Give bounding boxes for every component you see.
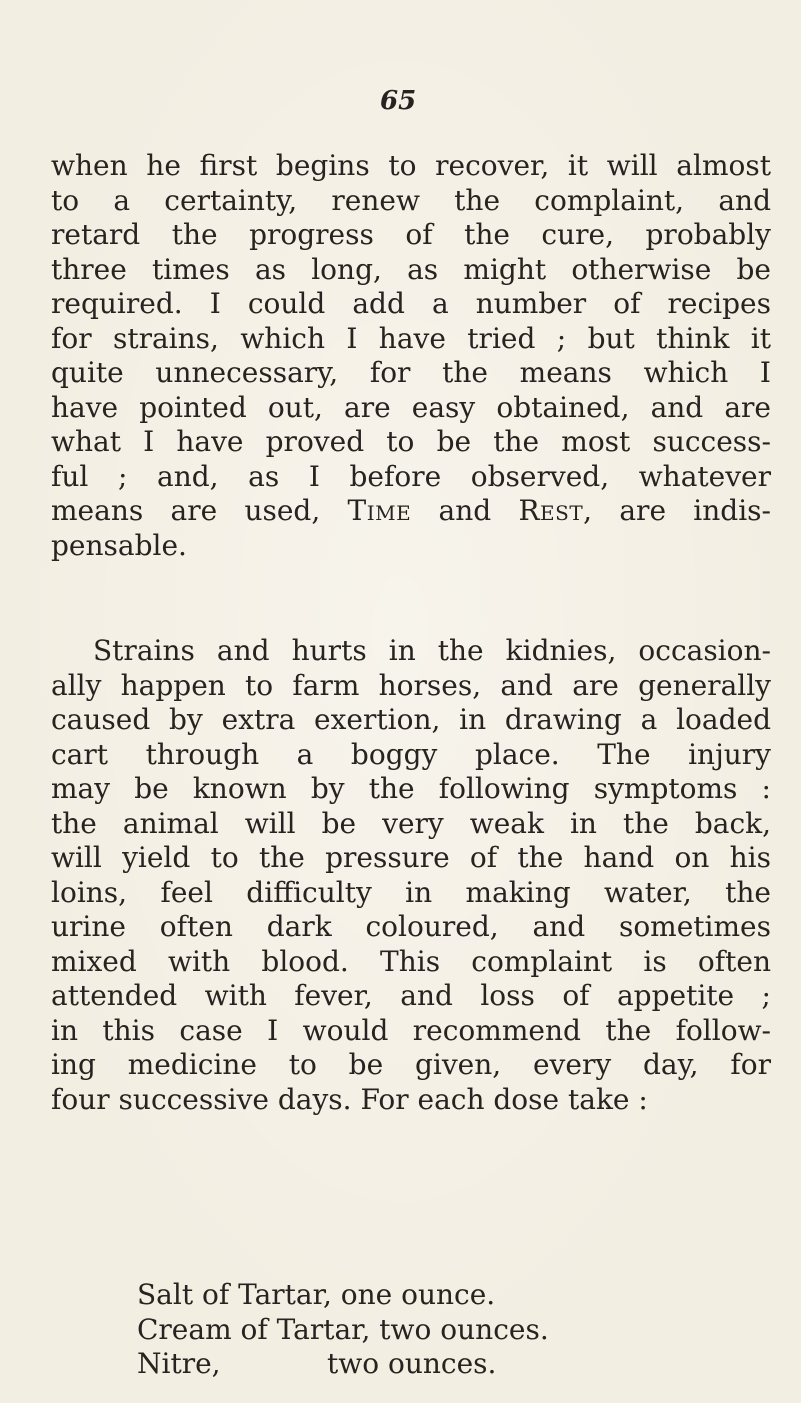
text-line: retard the progress of the cure, probably [51, 218, 771, 251]
text-line: have pointed out, are easy obtained, and are [51, 390, 771, 424]
text-line: attended with fever, and loss of appetite ; [51, 979, 771, 1012]
line-suffix: , are indis- [583, 494, 771, 527]
text-line: mixed with blood. This complaint is often [51, 944, 771, 978]
text-line: caused by extra exertion, in drawing a loaded [51, 703, 771, 736]
text-line-time-rest [51, 494, 771, 529]
text-line: pensable. [51, 528, 187, 562]
text-line: three times as long, as might otherwise be [51, 252, 771, 286]
line-and: and [411, 494, 519, 527]
rest-word: Rest [518, 494, 584, 527]
text-line: ful ; and, as I before observed, whatever [51, 459, 771, 493]
ingredient-name: Nitre, [137, 1347, 221, 1380]
ingredient-amount: two ounces. [327, 1347, 497, 1380]
text-line: when he first begins to recover, it will almost [51, 149, 771, 182]
line-prefix: means are used, [51, 494, 348, 527]
text-line: quite unnecessary, for the means which I [51, 356, 771, 389]
page-number: 65 [380, 86, 417, 116]
text-line: may be known by the following symptoms : [51, 772, 771, 805]
text-line: cart through a boggy place. The injury [51, 737, 771, 771]
paragraph-recovery [51, 149, 771, 563]
recipe-item [137, 1313, 697, 1348]
recipe-item [137, 1347, 697, 1382]
ingredient-amount: two ounces. [379, 1312, 549, 1346]
text-line: urine often dark coloured, and sometimes [51, 910, 771, 943]
text-line: four successive days. For each dose take : [51, 1082, 648, 1116]
ingredient-name: Salt of Tartar, [137, 1278, 332, 1311]
text-line: the animal will be very weak in the back, [51, 806, 771, 840]
ingredient-amount: one ounce. [340, 1278, 496, 1311]
text-line: ally happen to farm horses, and are generally [51, 668, 771, 702]
text-line: Strains and hurts in the kidnies, occasion- [93, 634, 771, 667]
text-line: in this case I would recommend the follow- [51, 1013, 771, 1047]
paragraph-kidney-strains [51, 634, 771, 1117]
text-line: ing medicine to be given, every day, for [51, 1048, 771, 1081]
recipe-list [137, 1278, 697, 1382]
ingredient-name: Cream of Tartar, [137, 1312, 371, 1346]
text-line: loins, feel difficulty in making water, the [51, 875, 771, 909]
text-line: what I have proved to be the most success- [51, 425, 771, 458]
recipe-item [137, 1278, 697, 1313]
time-word: Time [347, 494, 412, 527]
text-line: to a certainty, renew the complaint, and [51, 183, 771, 217]
text-line: for strains, which I have tried ; but think it [51, 321, 771, 355]
text-line: required. I could add a number of recipes [51, 287, 771, 320]
text-line: will yield to the pressure of the hand on his [51, 841, 771, 874]
